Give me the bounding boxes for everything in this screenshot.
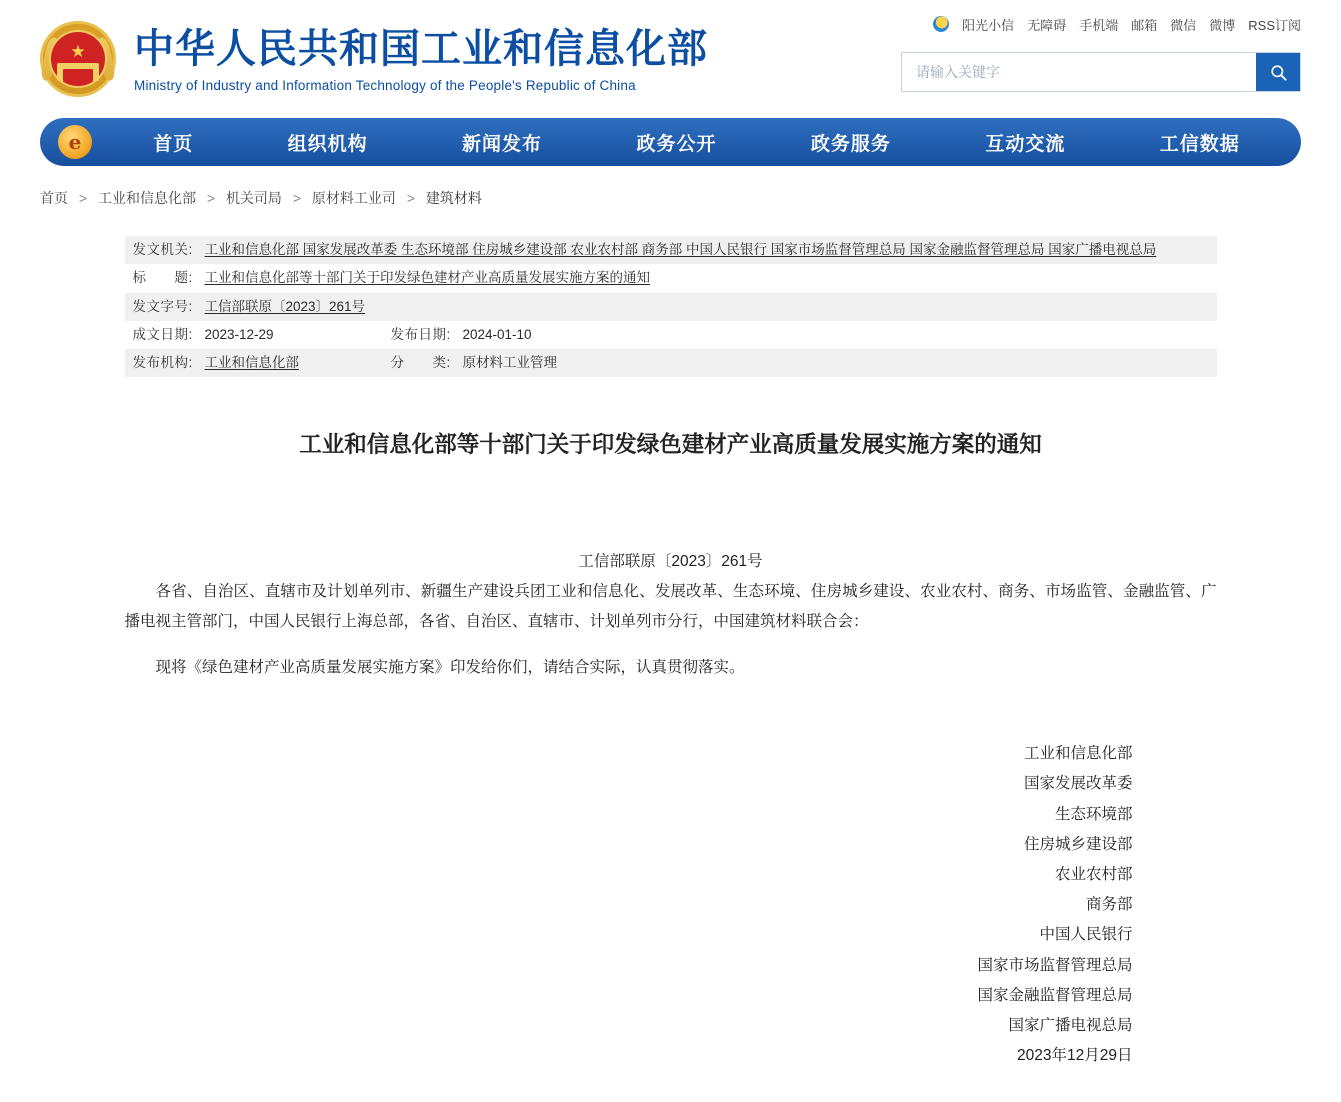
top-link-rss[interactable]: RSS订阅 (1248, 17, 1301, 33)
meta-label-publisher: 发布机构: (132, 355, 193, 370)
meta-label-published-date: 发布日期: (390, 326, 451, 342)
meta-row-dates (125, 321, 1217, 349)
site-title-cn: 中华人民共和国工业和信息化部 (134, 25, 708, 72)
bottom-spacer (125, 1072, 1217, 1102)
nav-item-organization[interactable]: 组织机构 (287, 133, 368, 155)
top-link-mobile[interactable]: 手机端 (1079, 17, 1119, 33)
meta-label-subject: 标 题: (132, 270, 193, 286)
top-link-accessibility[interactable]: 无障碍 (1027, 17, 1067, 33)
signoff-line: 住房城乡建设部 (1023, 835, 1133, 853)
signoff-line: 国家金融监督管理总局 (977, 986, 1133, 1004)
sun-icon (933, 16, 949, 32)
nav-item-gov-disclosure[interactable]: 政务公开 (636, 133, 717, 155)
signoff-line: 国家广播电视总局 (1008, 1017, 1133, 1035)
meta-group-category (391, 353, 558, 373)
meta-row-subject (125, 264, 1217, 292)
signoff-line: 农业农村部 (1054, 866, 1133, 884)
site-brand[interactable] (40, 21, 708, 97)
site-title-block (134, 26, 708, 93)
breadcrumb-item-current: 建筑材料 (425, 190, 482, 206)
signoff-line: 国家市场监督管理总局 (977, 956, 1133, 974)
meta-value-issuing-agency[interactable]: 工业和信息化部 国家发展改革委 生态环境部 住房城乡建设部 农业农村部 商务部 中国人民银行 国家市场监督管理总局 国家金融监督管理总局 国家广播电视总局 (204, 242, 1157, 257)
breadcrumb-item-miit[interactable]: 工业和信息化部 (97, 190, 196, 206)
article-document-number: 工信部联原〔2023〕261号 (578, 553, 763, 570)
main-nav (40, 118, 1301, 166)
top-link-mail[interactable]: 邮箱 (1131, 17, 1158, 33)
meta-group-published-date (391, 325, 532, 345)
signoff-line: 商务部 (1085, 896, 1133, 914)
meta-value-publisher[interactable]: 工业和信息化部 (204, 355, 299, 370)
breadcrumb-item-home[interactable]: 首页 (40, 190, 68, 206)
nav-item-home[interactable]: 首页 (153, 133, 194, 155)
national-emblem-icon: ★ (40, 21, 116, 97)
search-icon (1269, 63, 1288, 82)
article-paragraph: 现将《绿色建材产业高质量发展实施方案》印发给你们，请结合实际，认真贯彻落实。 (155, 658, 745, 676)
signoff-line: 中国人民银行 (1039, 926, 1133, 944)
top-links (901, 12, 1301, 36)
meta-label-completed-date: 成文日期: (132, 326, 193, 342)
breadcrumb-separator: > (292, 190, 302, 206)
meta-value-subject[interactable]: 工业和信息化部等十部门关于印发绿色建材产业高质量发展实施方案的通知 (204, 270, 650, 286)
meta-value-completed-date: 2023-12-29 (204, 326, 274, 342)
meta-label-issuing-agency: 发文机关: (132, 242, 193, 257)
top-link-sunshine[interactable]: 阳光小信 (962, 17, 1015, 33)
breadcrumb-separator: > (206, 190, 216, 206)
search-input[interactable] (902, 53, 1256, 91)
page-title: 工业和信息化部等十部门关于印发绿色建材产业高质量发展实施方案的通知 (299, 432, 1042, 459)
search-button[interactable] (1256, 53, 1300, 91)
signoff-line: 工业和信息化部 (1023, 745, 1133, 763)
signoff-date: 2023年12月29日 (1017, 1047, 1133, 1065)
meta-value-category: 原材料工业管理 (462, 355, 557, 370)
meta-group-completed-date (133, 325, 391, 345)
main-nav-wrapper (0, 118, 1341, 166)
meta-row-issuing-agency (125, 236, 1217, 264)
nav-item-news[interactable]: 新闻发布 (462, 133, 543, 155)
meta-value-published-date: 2024-01-10 (462, 326, 532, 342)
breadcrumb-item-raw-materials[interactable]: 原材料工业司 (311, 190, 396, 206)
breadcrumb-item-departments[interactable]: 机关司局 (225, 190, 282, 206)
breadcrumb-separator: > (406, 190, 415, 206)
breadcrumb-separator: > (78, 190, 88, 206)
article-signoff (125, 739, 1217, 1071)
breadcrumb (0, 166, 1341, 226)
article-body (125, 429, 1217, 1101)
meta-value-document-number[interactable]: 工信部联原〔2023〕261号 (204, 298, 366, 314)
signoff-line: 国家发展改革委 (1023, 775, 1133, 793)
site-title-en: Ministry of Industry and Information Technology of the People's Republic of China (134, 77, 636, 93)
meta-label-category: 分 类: (390, 355, 451, 370)
nav-item-data[interactable]: 工信数据 (1159, 133, 1240, 155)
site-header (0, 0, 1341, 118)
meta-label-document-number: 发文字号: (132, 298, 193, 314)
page-content (0, 236, 1341, 1102)
meta-row-document-number (125, 293, 1217, 321)
meta-row-publisher-category (125, 349, 1217, 377)
top-link-wechat[interactable]: 微信 (1170, 17, 1197, 33)
nav-items (106, 125, 1301, 160)
nav-logo-icon: e (58, 125, 92, 159)
nav-item-interaction[interactable]: 互动交流 (985, 133, 1066, 155)
article-paragraph: 各省、自治区、直辖市及计划单列市、新疆生产建设兵团工业和信息化、发展改革、生态环境、住房城乡建设、农业农村、商务、市场监管、金融监管、广播电视主管部门，中国人民银行上海总部，各省、自治区、直辖市、计划单列市分行，中国建筑材料联合会： (124, 583, 1217, 631)
meta-group-publisher (133, 353, 391, 373)
header-utilities (901, 12, 1301, 92)
nav-item-gov-services[interactable]: 政务服务 (810, 133, 891, 155)
document-meta-table (125, 236, 1217, 377)
search-bar (901, 52, 1301, 92)
top-link-weibo[interactable]: 微博 (1209, 17, 1236, 33)
signoff-line: 生态环境部 (1054, 805, 1133, 823)
